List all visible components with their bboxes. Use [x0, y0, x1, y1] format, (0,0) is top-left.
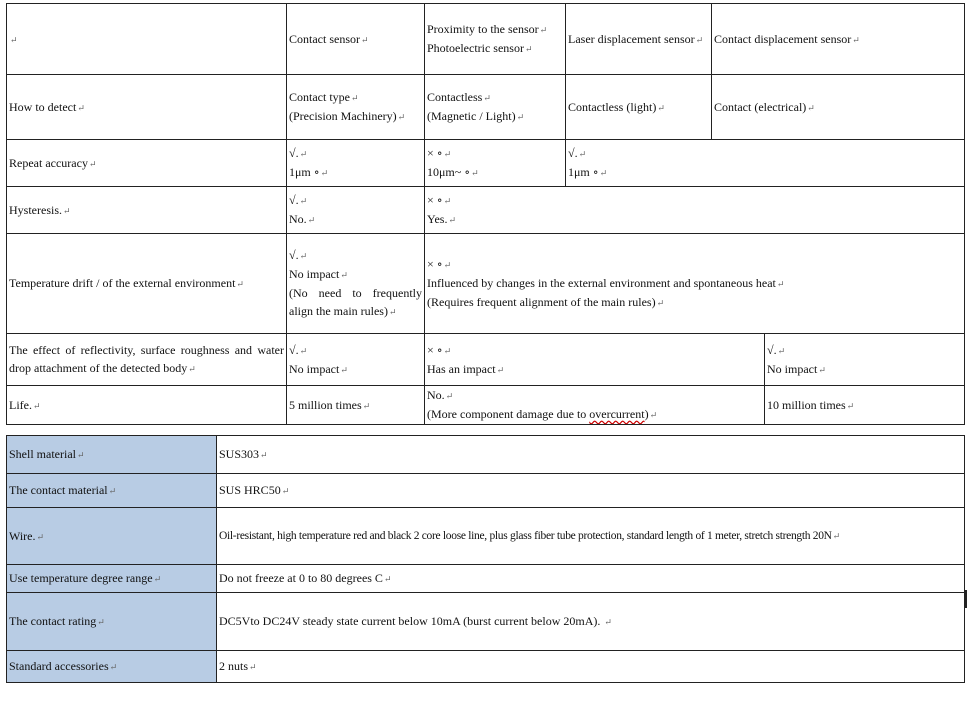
spellcheck-underlined-word: overcurrent: [589, 407, 645, 421]
spec-value: SUS303↵: [217, 436, 965, 474]
spec-row-contact-rating: [7, 593, 965, 651]
cell: Contactless (light)↵: [566, 75, 712, 140]
cell: No.↵ (More component damage due to overcurrent)↵: [425, 386, 765, 425]
cell: Contactless↵ (Magnetic / Light)↵: [425, 75, 566, 140]
cell: 10 million times↵: [765, 386, 965, 425]
header-row: [7, 4, 965, 75]
spec-table: [6, 435, 965, 683]
cell: 5 million times↵: [287, 386, 425, 425]
spec-row-contact-material: [7, 474, 965, 508]
cell: √.↵ No impact↵ (No need to frequently align the main rules)↵: [287, 234, 425, 334]
table-edge-marker: [964, 590, 967, 608]
row-reflectivity: [7, 334, 965, 386]
row-label: The effect of reflectivity, surface roughness and water drop attachment of the detected body↵: [7, 334, 287, 386]
sensor-comparison-table: [6, 3, 965, 425]
spec-row-shell-material: [7, 436, 965, 474]
spec-label: Use temperature degree range↵: [7, 565, 217, 593]
spec-value: 2 nuts↵: [217, 651, 965, 683]
spec-row-temperature-range: [7, 565, 965, 593]
row-life: [7, 386, 965, 425]
row-label: Repeat accuracy↵: [7, 140, 287, 187]
row-repeat-accuracy: [7, 140, 965, 187]
row-temperature-drift: [7, 234, 965, 334]
row-how-to-detect: [7, 75, 965, 140]
cell: × ∘↵ Influenced by changes in the external environment and spontaneous heat↵ (Requires frequent alignment of the main rules)↵: [425, 234, 965, 334]
header-proximity-sensor: Proximity to the sensor↵ Photoelectric sensor↵: [425, 4, 566, 75]
cell: √.↵ No impact↵: [287, 334, 425, 386]
spec-label: Shell material↵: [7, 436, 217, 474]
spec-value: DC5Vto DC24V steady state current below 10mA (burst current below 20mA). ↵: [217, 593, 965, 651]
cell: × ∘↵ Yes.↵: [425, 187, 965, 234]
spec-label: The contact rating↵: [7, 593, 217, 651]
row-label: How to detect↵: [7, 75, 287, 140]
spec-value: Do not freeze at 0 to 80 degrees C↵: [217, 565, 965, 593]
header-contact-displacement-sensor: Contact displacement sensor↵: [712, 4, 965, 75]
spec-label: Standard accessories↵: [7, 651, 217, 683]
spec-row-standard-accessories: [7, 651, 965, 683]
header-blank-cell: [7, 4, 287, 75]
cell: √.↵ No impact↵: [765, 334, 965, 386]
row-hysteresis: [7, 187, 965, 234]
cell: × ∘↵ 10μm~ ∘↵: [425, 140, 566, 187]
row-label: Hysteresis.↵: [7, 187, 287, 234]
cell: √.↵ 1μm ∘↵: [566, 140, 965, 187]
spec-label: Wire.↵: [7, 508, 217, 565]
header-contact-sensor: Contact sensor↵: [287, 4, 425, 75]
cell: Contact (electrical)↵: [712, 75, 965, 140]
header-laser-sensor: Laser displacement sensor↵: [566, 4, 712, 75]
spec-value: SUS HRC50↵: [217, 474, 965, 508]
cell: × ∘↵ Has an impact↵: [425, 334, 765, 386]
cell: √.↵ No.↵: [287, 187, 425, 234]
paragraph-mark: ↵: [10, 34, 18, 45]
cell: Contact type↵ (Precision Machinery)↵: [287, 75, 425, 140]
row-label: Temperature drift / of the external environment↵: [7, 234, 287, 334]
spec-label: The contact material↵: [7, 474, 217, 508]
spec-row-wire: [7, 508, 965, 565]
cell: √.↵ 1μm ∘↵: [287, 140, 425, 187]
spec-value: Oil-resistant, high temperature red and black 2 core loose line, plus glass fiber tube protection, standard length of 1 meter, stretch strength 20N↵: [217, 508, 965, 565]
row-label: Life.↵: [7, 386, 287, 425]
